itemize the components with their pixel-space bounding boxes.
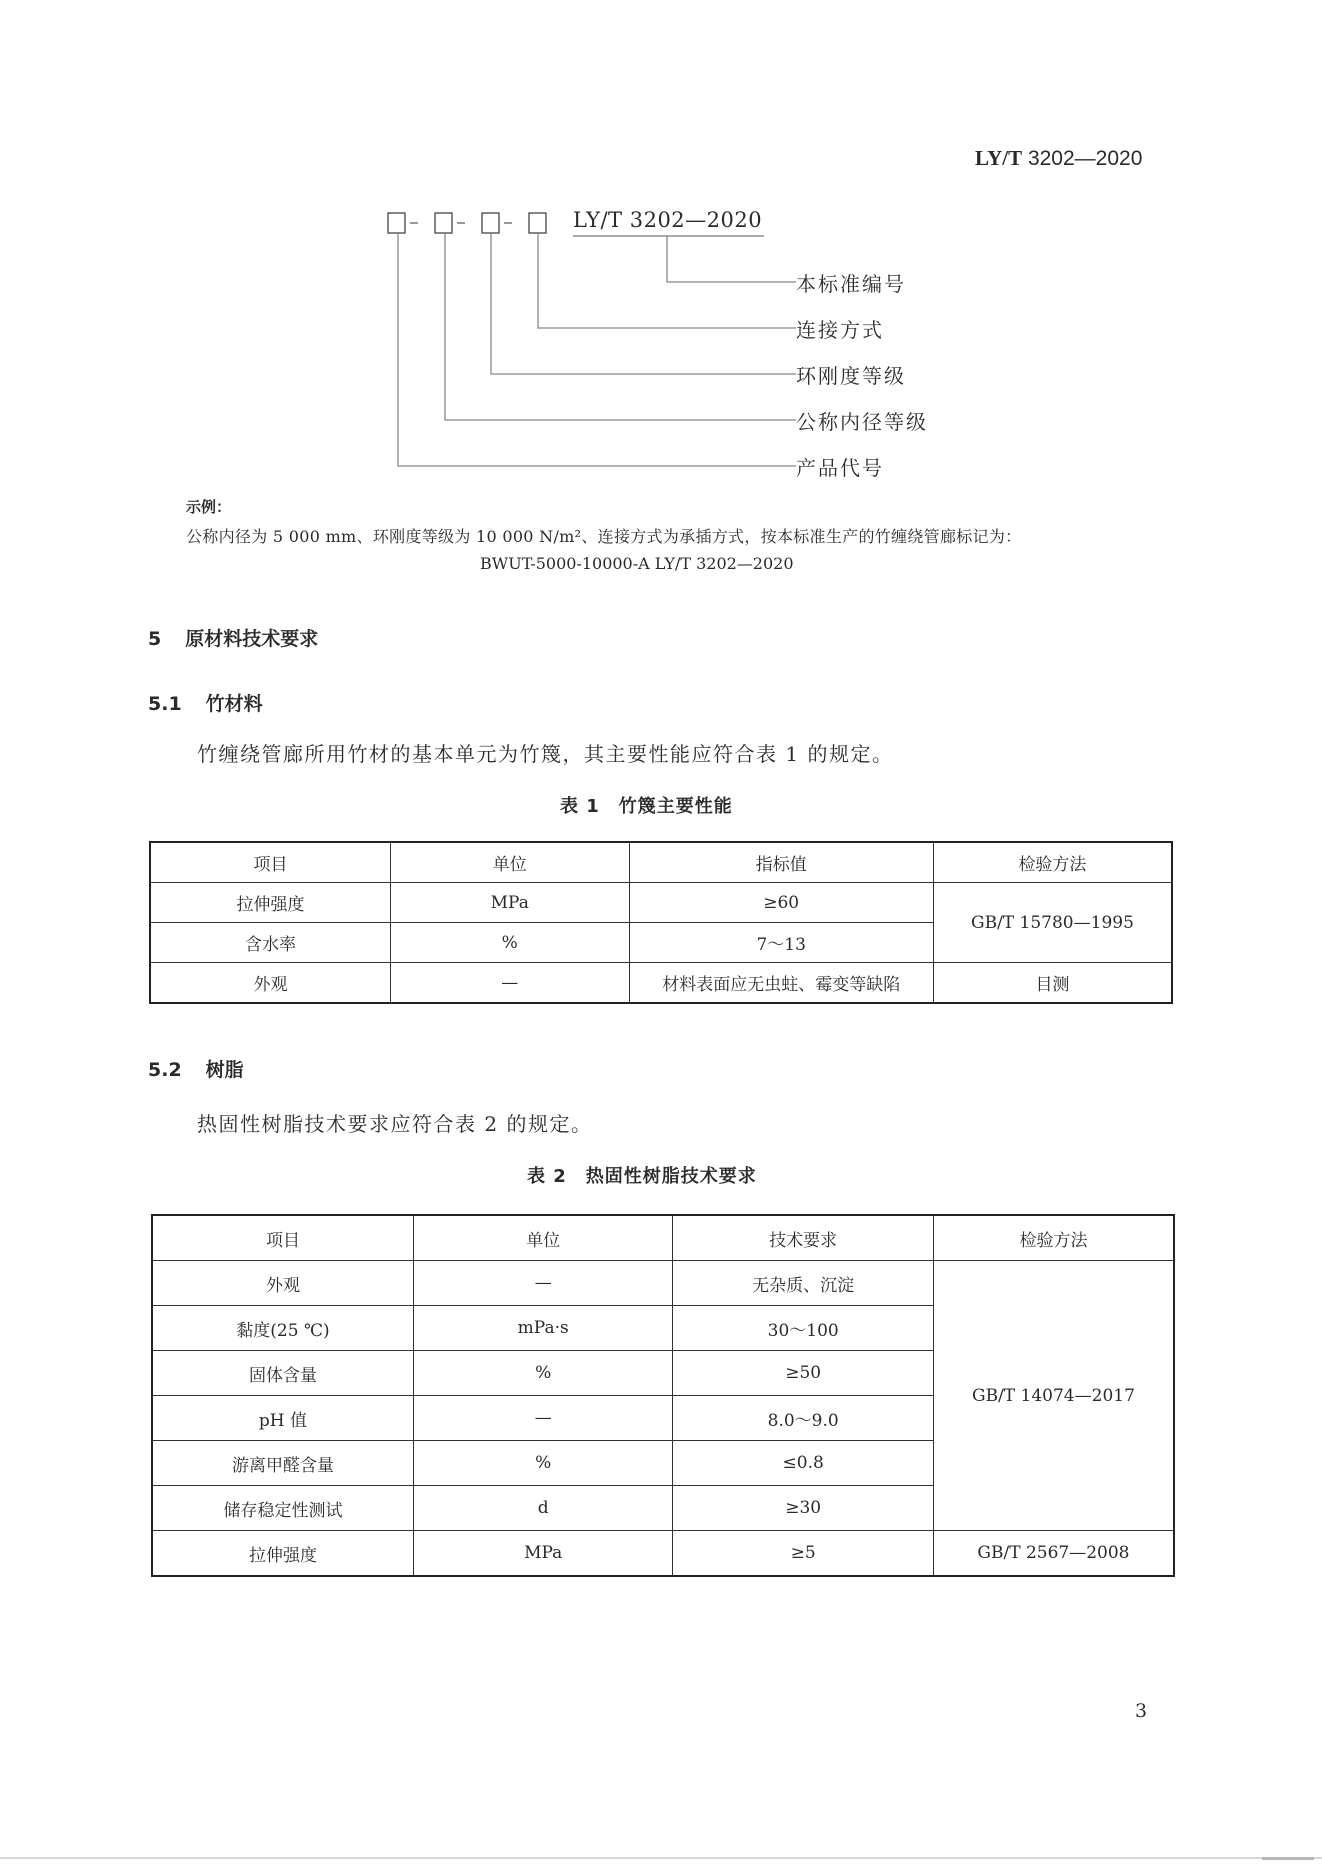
leader-standard bbox=[667, 236, 796, 282]
cell-unit: MPa bbox=[413, 1531, 673, 1577]
cell-item: 拉伸强度 bbox=[150, 883, 390, 923]
header-cell: 项目 bbox=[152, 1215, 413, 1261]
label-product-code: 产品代号 bbox=[796, 456, 884, 480]
cell-item: pH 值 bbox=[152, 1396, 413, 1441]
cell-value: ≥5 bbox=[673, 1531, 933, 1577]
cell-method: GB/T 15780—1995 bbox=[933, 883, 1172, 963]
header-cell: 单位 bbox=[390, 842, 629, 883]
cell-value: ≥60 bbox=[629, 883, 933, 923]
section-title: 树脂 bbox=[205, 1059, 244, 1081]
leader-diameter bbox=[445, 233, 796, 420]
cell-value: ≤0.8 bbox=[673, 1441, 933, 1486]
table-row bbox=[152, 1531, 1174, 1577]
table-header-row bbox=[152, 1215, 1174, 1261]
table-1-caption: 表 1 竹篾主要性能 bbox=[560, 796, 733, 817]
cell-unit: d bbox=[413, 1486, 673, 1531]
leader-product bbox=[398, 233, 796, 466]
section-number: 5.1 bbox=[148, 693, 182, 715]
cell-unit: MPa bbox=[390, 883, 629, 923]
example-marking: BWUT-5000-10000-A LY/T 3202—2020 bbox=[480, 554, 794, 573]
header-cell: 检验方法 bbox=[933, 1215, 1174, 1261]
label-connection-method: 连接方式 bbox=[796, 318, 884, 342]
section-5-2-body: 热固性树脂技术要求应符合表 2 的规定。 bbox=[197, 1112, 593, 1136]
scan-edge-mark bbox=[1262, 1857, 1314, 1860]
table-row bbox=[150, 883, 1172, 923]
table-row bbox=[152, 1261, 1174, 1306]
label-nominal-diameter: 公称内径等级 bbox=[796, 410, 928, 434]
diagram-standard-code: LY/T 3202—2020 bbox=[573, 208, 763, 232]
cell-unit: % bbox=[390, 923, 629, 963]
table-header-row bbox=[150, 842, 1172, 883]
cell-unit: — bbox=[413, 1261, 673, 1306]
cell-unit: — bbox=[390, 963, 629, 1004]
header-cell: 单位 bbox=[413, 1215, 673, 1261]
cell-item: 游离甲醛含量 bbox=[152, 1441, 413, 1486]
designation-diagram bbox=[0, 0, 1322, 500]
header-cell: 项目 bbox=[150, 842, 390, 883]
standard-number: 3202—2020 bbox=[1027, 147, 1143, 170]
header-cell: 检验方法 bbox=[933, 842, 1172, 883]
cell-item: 固体含量 bbox=[152, 1351, 413, 1396]
example-title: 示例： bbox=[186, 498, 232, 516]
scan-edge-line bbox=[0, 1857, 1322, 1859]
table-row bbox=[150, 963, 1172, 1004]
cell-method: GB/T 2567—2008 bbox=[933, 1531, 1174, 1577]
cell-unit: % bbox=[413, 1441, 673, 1486]
cell-unit: % bbox=[413, 1351, 673, 1396]
cell-value: ≥30 bbox=[673, 1486, 933, 1531]
code-box-4 bbox=[529, 213, 546, 233]
cell-value: 无杂质、沉淀 bbox=[673, 1261, 933, 1306]
section-title: 竹材料 bbox=[205, 693, 263, 715]
section-title: 原材料技术要求 bbox=[185, 628, 319, 650]
cell-method: 目测 bbox=[933, 963, 1172, 1004]
code-box-3 bbox=[482, 213, 499, 233]
section-number: 5.2 bbox=[148, 1059, 182, 1081]
cell-value: 7～13 bbox=[629, 923, 933, 963]
example-text: 公称内径为 5 000 mm、环刚度等级为 10 000 N/m²、连接方式为承插方式，按本标准生产的竹缠绕管廊标记为： bbox=[186, 527, 1022, 546]
table-2-caption: 表 2 热固性树脂技术要求 bbox=[527, 1166, 757, 1187]
page-number: 3 bbox=[1135, 1700, 1148, 1722]
cell-item: 外观 bbox=[152, 1261, 413, 1306]
section-5-2-heading bbox=[148, 1055, 244, 1082]
cell-method: GB/T 14074—2017 bbox=[933, 1261, 1174, 1531]
cell-item: 含水率 bbox=[150, 923, 390, 963]
code-box-1 bbox=[388, 213, 405, 233]
cell-value: 材料表面应无虫蛀、霉变等缺陷 bbox=[629, 963, 933, 1004]
cell-unit: mPa·s bbox=[413, 1306, 673, 1351]
header-cell: 指标值 bbox=[629, 842, 933, 883]
cell-value: 30～100 bbox=[673, 1306, 933, 1351]
label-ring-stiffness: 环刚度等级 bbox=[796, 364, 906, 388]
leader-stiffness bbox=[491, 233, 796, 374]
cell-item: 拉伸强度 bbox=[152, 1531, 413, 1577]
standard-prefix: LY/T bbox=[975, 146, 1023, 170]
section-5-1-body: 竹缠绕管廊所用竹材的基本单元为竹篾，其主要性能应符合表 1 的规定。 bbox=[197, 742, 894, 766]
section-5-heading bbox=[148, 624, 318, 651]
table-1 bbox=[149, 841, 1173, 1004]
label-standard-number: 本标准编号 bbox=[796, 272, 906, 296]
section-number: 5 bbox=[148, 628, 162, 650]
section-5-1-heading bbox=[148, 689, 263, 716]
cell-unit: — bbox=[413, 1396, 673, 1441]
cell-item: 储存稳定性测试 bbox=[152, 1486, 413, 1531]
header-cell: 技术要求 bbox=[673, 1215, 933, 1261]
table-2 bbox=[151, 1214, 1175, 1577]
cell-value: 8.0～9.0 bbox=[673, 1396, 933, 1441]
code-box-2 bbox=[435, 213, 452, 233]
cell-item: 外观 bbox=[150, 963, 390, 1004]
cell-value: ≥50 bbox=[673, 1351, 933, 1396]
cell-item: 黏度(25 ℃) bbox=[152, 1306, 413, 1351]
